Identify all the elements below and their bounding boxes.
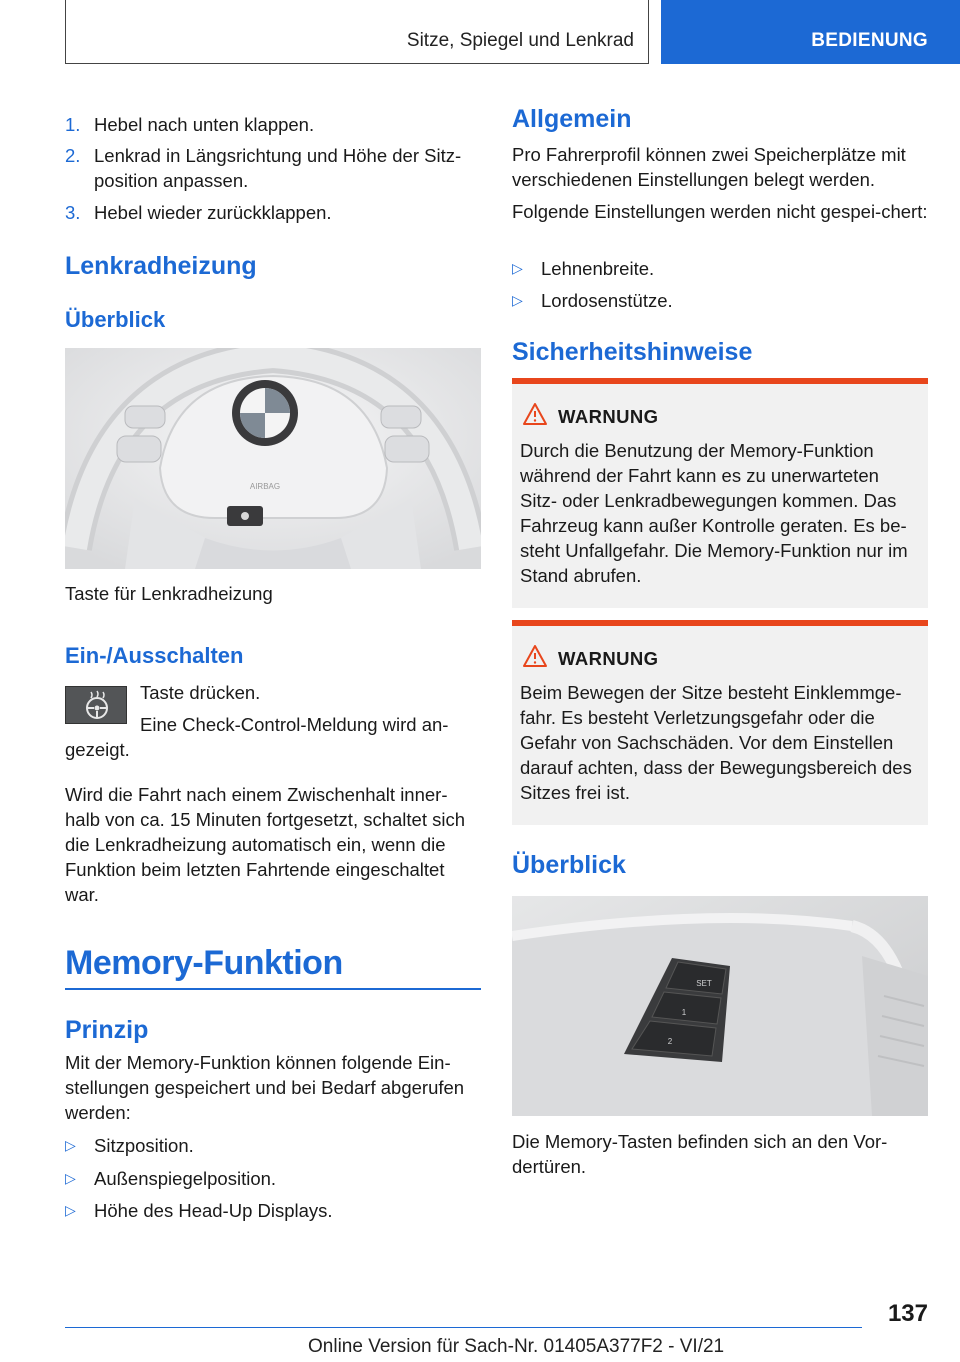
header-title-box (65, 0, 649, 64)
allgemein-paragraph-2: Folgende Einstellungen werden nicht gespei-chert: (512, 201, 928, 222)
warning-text: Durch die Benutzung der Memory-Funktion während der Fahrt kann es zu unerwarteten Sitz- oder Lenkradbewegungen kommen. Das Fahrzeug kann außer Kontrolle geraten. Es be-steht Unfallgefahr. Die Memory-Funktion nur im Stand abrufen. (520, 440, 908, 586)
bullet-triangle-icon: ▷ (65, 1170, 76, 1186)
steering-wheel-illustration (65, 348, 481, 569)
list-item-text: Lehnenbreite. (541, 258, 655, 279)
fahrt-paragraph: Wird die Fahrt nach einem Zwischenhalt inner-halb von ca. 15 Minuten fortgesetzt, schaltet sich die Lenkradheizung automatisch ein, wenn die Funktion beim letzten Fahrtende eingeschaltet war. (65, 784, 466, 905)
allgemein-paragraph-1: Pro Fahrerprofil können zwei Speicherplätze mit verschiedenen Einstellungen belegt werden. (512, 144, 906, 190)
sicherheitshinweise-heading: Sicherheitshinweise (512, 338, 753, 366)
check-control-text-line1: Eine Check-Control-Meldung wird an- (140, 714, 449, 735)
step-text: Hebel wieder zurückklappen. (94, 202, 332, 223)
memory-funktion-heading: Memory-Funktion (65, 944, 343, 982)
steering-heating-icon (65, 686, 127, 724)
section-tab-label: BEDIENUNG (811, 30, 928, 51)
allgemein-heading: Allgemein (512, 105, 632, 133)
ueberblick-heading: Überblick (512, 851, 626, 879)
prinzip-heading: Prinzip (65, 1016, 149, 1044)
step-number: 3. (65, 202, 81, 223)
memory-1-label: 1 (681, 1008, 687, 1017)
step-number: 1. (65, 114, 81, 135)
heading-rule (65, 988, 481, 990)
door-memory-illustration (512, 896, 928, 1116)
warning-triangle-icon (522, 402, 548, 426)
prinzip-paragraph: Mit der Memory-Funktion können folgende Ein-stellungen gespeichert und bei Bedarf abgerufen werden: (65, 1052, 465, 1123)
section-tab (661, 0, 960, 64)
steering-wheel-caption: Taste für Lenkradheizung (65, 583, 273, 604)
online-version-text: Online Version für Sach-Nr. 01405A377F2 - VI/21 (308, 1336, 725, 1357)
bullet-triangle-icon: ▷ (65, 1202, 76, 1218)
airbag-label: AIRBAG (249, 482, 281, 491)
steering-wheel-image (65, 348, 481, 569)
ueberblick-heading: Überblick (65, 307, 166, 332)
bullet-triangle-icon: ▷ (512, 260, 523, 276)
warning-triangle-icon (522, 644, 548, 668)
set-button-label: SET (696, 979, 712, 988)
chapter-title: Sitze, Spiegel und Lenkrad (406, 30, 634, 51)
taste-druecken-text: Taste drücken. (140, 682, 261, 703)
bullet-triangle-icon: ▷ (512, 292, 523, 308)
step-text: Hebel nach unten klappen. (94, 114, 315, 135)
footer-rule (65, 1327, 862, 1328)
warning-box (512, 620, 928, 825)
memory-2-label: 2 (667, 1037, 673, 1046)
lenkradheizung-heading: Lenkradheizung (65, 252, 257, 280)
bullet-triangle-icon: ▷ (65, 1137, 76, 1153)
list-item-text: Außenspiegelposition. (94, 1168, 277, 1189)
list-item-text: Lordosenstütze. (541, 290, 673, 311)
warning-text: Beim Bewegen der Sitze besteht Einklemmge-fahr. Es besteht Verletzungsgefahr oder die Gefahr von Sachschäden. Vor dem Einstellen darauf achten, dass der Bewegungsbereich des Sitzes frei ist. (520, 682, 912, 803)
step-text: Lenkrad in Längsrichtung und Höhe der Sitz-position anpassen. (94, 145, 462, 191)
list-item-text: Sitzposition. (94, 1135, 194, 1156)
step-number: 2. (65, 145, 81, 166)
door-memory-image (512, 896, 928, 1116)
warning-title: WARNUNG (558, 648, 659, 669)
warning-title: WARNUNG (558, 406, 659, 427)
page-number: 137 (887, 1300, 928, 1327)
einaus-heading: Ein-/Ausschalten (65, 643, 244, 668)
check-control-text-line2: gezeigt. (65, 739, 130, 760)
door-caption: Die Memory-Tasten befinden sich an den Vor-dertüren. (512, 1131, 888, 1177)
warning-box (512, 378, 928, 608)
list-item-text: Höhe des Head-Up Displays. (94, 1200, 333, 1221)
